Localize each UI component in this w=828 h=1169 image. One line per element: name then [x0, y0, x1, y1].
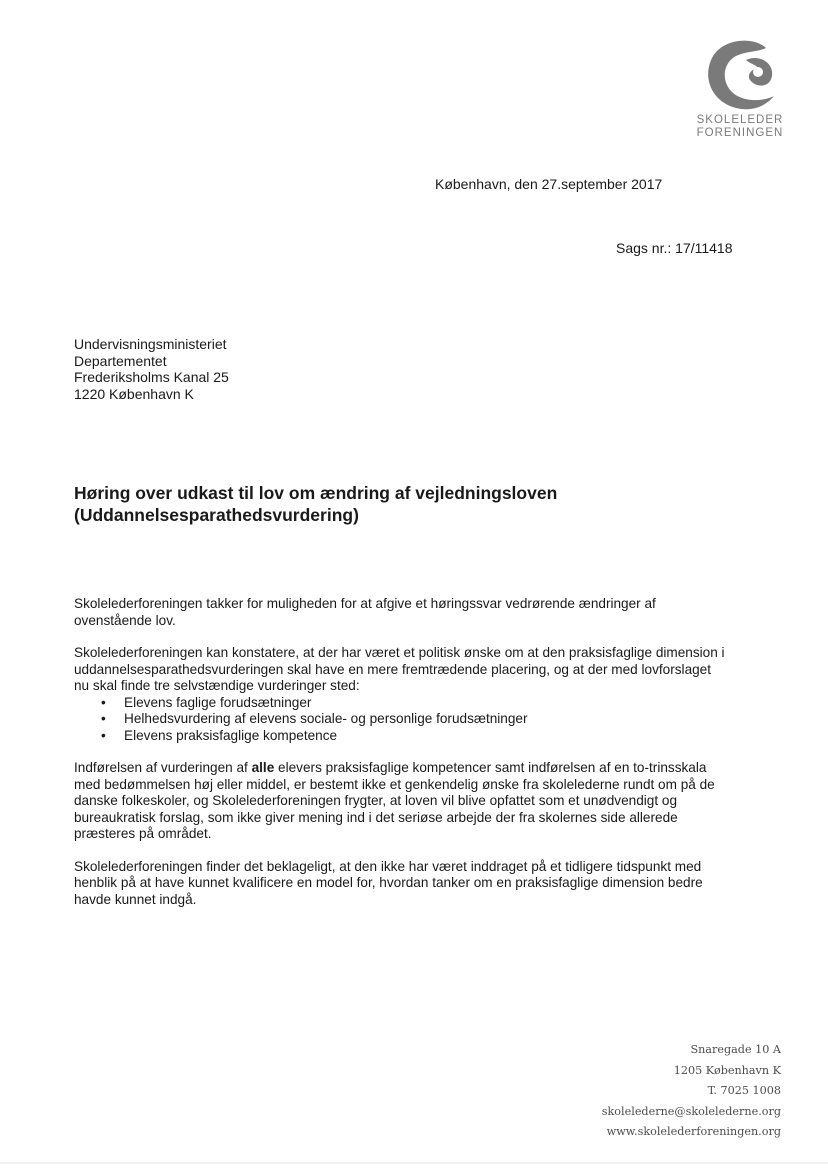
case-number: Sags nr.: 17/11418	[616, 240, 733, 256]
organization-logo	[690, 36, 790, 148]
bullet-text: Elevens praksisfaglige kompetence	[124, 727, 338, 743]
text-line: Skolelederforeningen kan konstatere, at der har været et politisk ønske om at den praksisfaglige dimension i	[74, 645, 725, 660]
paragraph-4	[74, 859, 754, 909]
emphasis-text: alle	[251, 760, 275, 775]
text-line: ovenstående lov.	[74, 612, 176, 628]
recipient-line: Undervisningsministeriet	[74, 336, 227, 352]
bullet-icon: •	[101, 727, 106, 743]
text-line: bureaukratisk forslag, som ikke giver mening ind i det seriøse arbejde der fra skolernes side allerede	[74, 809, 678, 825]
text-line: uddannelsesparathedsvurderingen skal have en mere fremtrædende placering, og at der med lovforslaget	[74, 661, 712, 677]
logo-line-1: SKOLELEDER	[696, 114, 784, 126]
footer-city: 1205 København K	[673, 1063, 781, 1077]
bullet-item	[74, 728, 754, 745]
paragraph-1	[74, 596, 754, 629]
bullet-text: Elevens faglige forudsætninger	[124, 694, 312, 710]
text-line: henblik på at have kunnet kvalificere en model for, hvordan tanker om en praksisfaglige dimension bedre	[74, 875, 703, 890]
recipient-line: Departementet	[74, 352, 167, 369]
contact-footer	[602, 1040, 781, 1143]
logo-line-2: FORENINGEN	[696, 127, 784, 139]
bullet-icon: •	[101, 711, 106, 726]
recipient-line: Frederiksholms Kanal 25	[74, 369, 229, 385]
heading-line: (Uddannelsesparathedsvurdering)	[74, 505, 359, 525]
footer-email[interactable]: skolelederne@skolelederne.org	[601, 1104, 781, 1118]
text-run: elevers praksisfaglige kompetencer samt indførelsen af en to-trinsskala	[274, 760, 707, 775]
text-line: med bedømmelsen høj eller middel, er bestemt ikke et genkendelig ønske fra skolelederne rundt om på de	[74, 776, 715, 792]
footer-phone: T. 7025 1008	[707, 1084, 781, 1097]
bullet-list	[74, 695, 754, 745]
text-line: nu skal finde tre selvstændige vurderinger sted:	[74, 678, 360, 693]
recipient-line: 1220 København K	[74, 385, 194, 402]
text-line: Skolelederforeningen takker for muligheden for at afgive et høringssvar vedrørende ændringer af	[74, 596, 656, 611]
bullet-text: Helhedsvurdering af elevens sociale- og personlige forudsætninger	[124, 711, 528, 726]
text-line: havde kunnet indgå.	[74, 891, 197, 907]
text-line: danske folkeskoler, og Skolelederforeningen frygter, at loven vil blive opfattet som et unødvendigt og	[74, 793, 678, 808]
footer-street: Snaregade 10 A	[690, 1043, 781, 1056]
letter-heading	[74, 482, 714, 526]
letter-date: København, den 27.september 2017	[435, 176, 663, 192]
bullet-icon: •	[101, 694, 106, 710]
bullet-item	[74, 711, 754, 728]
page-bottom-edge	[0, 1162, 828, 1164]
logo-mark-icon	[700, 36, 780, 112]
footer-website[interactable]: www.skolelederforeningen.org	[606, 1125, 781, 1138]
bullet-item	[74, 695, 754, 712]
text-line	[74, 760, 754, 777]
paragraph-2	[74, 645, 754, 744]
paragraph-3	[74, 760, 754, 843]
letter-body	[74, 596, 754, 924]
text-run: Indførelsen af vurderingen af	[74, 760, 252, 775]
text-line: Skolelederforeningen finder det beklageligt, at den ikke har været inddraget på et tidligere tidspunkt med	[74, 858, 702, 874]
heading-line: Høring over udkast til lov om ændring af vejledningsloven	[74, 483, 558, 503]
text-line: præsteres på området.	[74, 826, 212, 841]
recipient-address	[74, 336, 229, 402]
